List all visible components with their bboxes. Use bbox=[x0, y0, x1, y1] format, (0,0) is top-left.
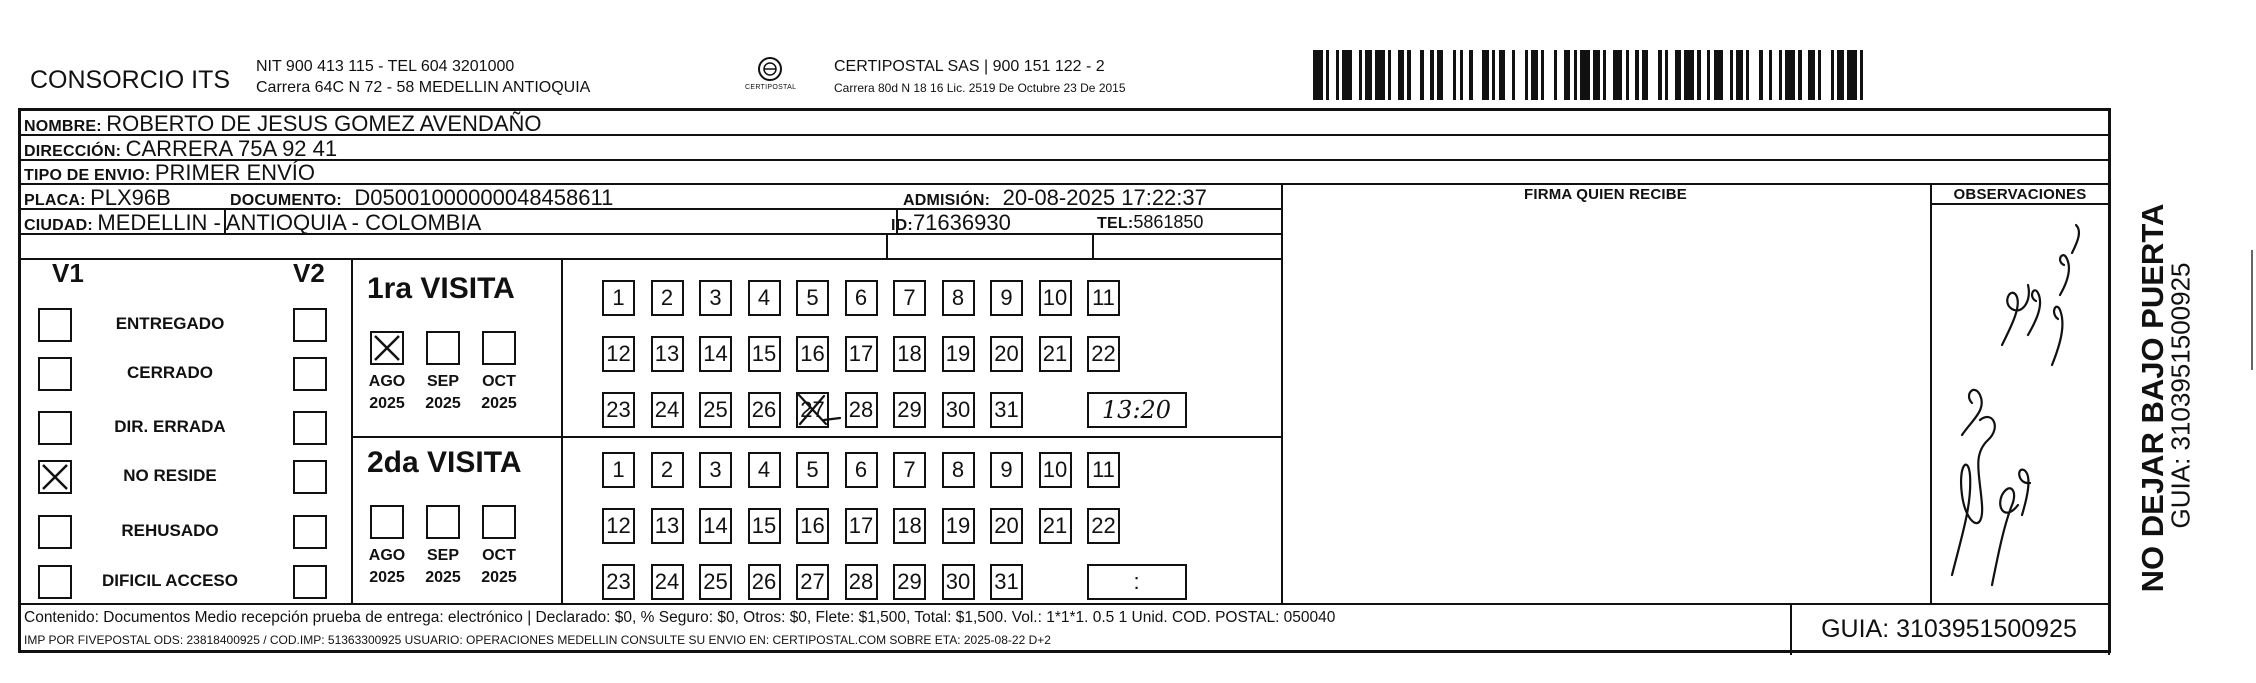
visit1-day-box[interactable]: 4 bbox=[748, 280, 781, 316]
visit1-day-box[interactable]: 1 bbox=[602, 280, 635, 316]
visit1-day-box[interactable]: 3 bbox=[699, 280, 732, 316]
visit2-day-box[interactable]: 25 bbox=[699, 564, 732, 600]
nombre-label: NOMBRE: bbox=[24, 118, 102, 135]
visit2-day-box[interactable]: 7 bbox=[893, 452, 926, 488]
barcode-bar bbox=[1860, 50, 1863, 100]
visit1-day-box[interactable]: 9 bbox=[990, 280, 1023, 316]
tel-cell bbox=[1097, 212, 1203, 233]
barcode-bar bbox=[1746, 50, 1749, 100]
visit1-month-label bbox=[361, 371, 413, 415]
admision-label: ADMISIÓN: bbox=[903, 192, 991, 209]
visit1-day-box[interactable]: 28 bbox=[845, 392, 878, 428]
status-label: CERRADO bbox=[127, 363, 213, 382]
barcode-bar bbox=[1714, 50, 1724, 100]
barcode-bar bbox=[1626, 50, 1629, 100]
barcode-bar bbox=[1326, 50, 1329, 100]
barcode bbox=[1313, 50, 1870, 100]
barcode-bar bbox=[1798, 50, 1801, 100]
certipostal-logo bbox=[745, 56, 795, 98]
barcode-bar bbox=[1642, 50, 1649, 100]
month-name: SEP bbox=[426, 547, 459, 564]
visit1-day-box[interactable]: 29 bbox=[893, 392, 926, 428]
v2-checkbox[interactable] bbox=[293, 515, 327, 549]
visit1-month-checkbox[interactable] bbox=[482, 331, 516, 365]
visit2-day-box[interactable]: 8 bbox=[942, 452, 975, 488]
barcode-bar bbox=[1398, 50, 1405, 100]
visit2-day-box[interactable]: 5 bbox=[796, 452, 829, 488]
barcode-bar bbox=[1482, 50, 1489, 100]
tel-label: TEL: bbox=[1097, 215, 1134, 232]
visit2-day-box[interactable]: 1 bbox=[602, 452, 635, 488]
ciudad-cell bbox=[24, 210, 481, 236]
tipo-value: PRIMER ENVÍO bbox=[154, 160, 315, 185]
visit2-day-box[interactable]: 6 bbox=[845, 452, 878, 488]
direccion-value: CARRERA 75A 92 41 bbox=[125, 136, 338, 161]
certipostal-title: CERTIPOSTAL SAS | 900 151 122 - 2 bbox=[834, 58, 1105, 75]
v2-checkbox[interactable] bbox=[293, 460, 327, 494]
barcode-bar bbox=[1460, 50, 1463, 100]
barcode-bar bbox=[1365, 50, 1372, 100]
visit1-day-box[interactable]: 21 bbox=[1039, 336, 1072, 372]
v1-label: V1 bbox=[52, 258, 84, 288]
visit1-day-box[interactable]: 26 bbox=[748, 392, 781, 428]
barcode-bar bbox=[1336, 50, 1339, 100]
barcode-bar bbox=[1492, 50, 1495, 100]
v1-checkbox[interactable] bbox=[38, 411, 72, 445]
visit2-day-box[interactable]: 10 bbox=[1039, 452, 1072, 488]
visit1-day-box[interactable]: 18 bbox=[893, 336, 926, 372]
v1-checkbox[interactable] bbox=[38, 565, 72, 599]
barcode-bar bbox=[1808, 50, 1815, 100]
v1-checkbox[interactable] bbox=[38, 357, 72, 391]
visit1-day-box[interactable]: 20 bbox=[990, 336, 1023, 372]
visit1-day-box[interactable]: 15 bbox=[748, 336, 781, 372]
status-label: DIFICIL ACCESO bbox=[101, 571, 238, 590]
visit1-day-box[interactable]: 31 bbox=[990, 392, 1023, 428]
company-name: CONSORCIO ITS bbox=[30, 66, 231, 94]
id-value: 71636930 bbox=[912, 210, 1011, 235]
barcode-bar bbox=[1430, 50, 1433, 100]
barcode-bar bbox=[1437, 50, 1444, 100]
visit2-day-box[interactable]: 4 bbox=[748, 452, 781, 488]
barcode-bar bbox=[1818, 50, 1821, 100]
barcode-bar bbox=[1359, 50, 1362, 100]
visit2-month-label bbox=[361, 545, 413, 589]
visit2-day-box[interactable]: 17 bbox=[845, 508, 878, 544]
nombre-row bbox=[24, 111, 542, 137]
visit2-month-label bbox=[417, 545, 469, 589]
barcode-bar bbox=[1665, 50, 1668, 100]
status-label: REHUSADO bbox=[121, 521, 219, 540]
visit2-day-box[interactable]: 3 bbox=[699, 452, 732, 488]
month-name: OCT bbox=[482, 373, 516, 390]
visit1-day-box[interactable]: 22 bbox=[1087, 336, 1120, 372]
barcode-bar bbox=[1453, 50, 1456, 100]
visit2-time-box[interactable]: : bbox=[1087, 564, 1187, 600]
visit1-day-box[interactable]: 10 bbox=[1039, 280, 1072, 316]
v2-checkbox[interactable] bbox=[293, 308, 327, 342]
month-year: 2025 bbox=[481, 395, 517, 412]
barcode-bar bbox=[1375, 50, 1385, 100]
ciudad-label: CIUDAD: bbox=[24, 217, 93, 234]
v2-label: V2 bbox=[293, 258, 325, 288]
observaciones-handwriting bbox=[1932, 205, 2108, 603]
barcode-bar bbox=[1759, 50, 1762, 100]
barcode-bar bbox=[1785, 50, 1795, 100]
visit2-day-box[interactable]: 2 bbox=[651, 452, 684, 488]
visit2-day-box[interactable]: 18 bbox=[893, 508, 926, 544]
barcode-bar bbox=[1342, 50, 1352, 100]
visit2-day-box[interactable]: 16 bbox=[796, 508, 829, 544]
status-label: ENTREGADO bbox=[115, 314, 225, 333]
barcode-bar bbox=[1613, 50, 1623, 100]
visit2-day-box[interactable]: 23 bbox=[602, 564, 635, 600]
barcode-bar bbox=[1525, 50, 1528, 100]
footer-imp: IMP POR FIVEPOSTAL ODS: 23818400925 / COD.IMP: 51363300925 USUARIO: OPERACIONES MEDELLIN CONSULTE SU ENVIO EN: CERTIPOSTAL.COM SOBRE ETA: 2025-08-22 D+2 bbox=[24, 633, 1051, 647]
visit2-month-checkbox[interactable] bbox=[482, 505, 516, 539]
month-year: 2025 bbox=[481, 569, 517, 586]
barcode-bar bbox=[1697, 50, 1700, 100]
barcode-bar bbox=[1388, 50, 1391, 100]
documento-value: D05001000000048458611 bbox=[354, 185, 614, 210]
barcode-bar bbox=[1593, 50, 1600, 100]
visit2-day-box[interactable]: 22 bbox=[1087, 508, 1120, 544]
admision-value: 20-08-2025 17:22:37 bbox=[1002, 185, 1207, 210]
placa-label: PLACA: bbox=[24, 192, 86, 209]
barcode-bar bbox=[1580, 50, 1590, 100]
visit1-day-box[interactable]: 12 bbox=[602, 336, 635, 372]
visit1-day-box[interactable]: 30 bbox=[942, 392, 975, 428]
v2-checkbox[interactable] bbox=[293, 411, 327, 445]
barcode-bar bbox=[1541, 50, 1544, 100]
visit2-day-box[interactable]: 24 bbox=[651, 564, 684, 600]
barcode-bar bbox=[1736, 50, 1743, 100]
barcode-bar bbox=[1635, 50, 1638, 100]
barcode-bar bbox=[1707, 50, 1710, 100]
nombre-value: ROBERTO DE JESUS GOMEZ AVENDAÑO bbox=[106, 111, 542, 136]
barcode-bar bbox=[1469, 50, 1472, 100]
visit1-day-box[interactable]: 24 bbox=[651, 392, 684, 428]
visit1-month-checkbox[interactable] bbox=[370, 331, 404, 365]
barcode-bar bbox=[1420, 50, 1423, 100]
visit1-day-box[interactable]: 6 bbox=[845, 280, 878, 316]
footer-guia: GUIA: 3103951500925 bbox=[1821, 615, 2077, 643]
company-nit: NIT 900 413 115 - TEL 604 3201000 bbox=[256, 58, 515, 75]
documento-cell bbox=[230, 185, 613, 211]
day-cross-mark bbox=[794, 390, 844, 430]
visit2-day-box[interactable]: 30 bbox=[942, 564, 975, 600]
barcode-bar bbox=[1554, 50, 1557, 100]
visit2-day-box[interactable]: 12 bbox=[602, 508, 635, 544]
visit1-time-box[interactable]: 13:20 bbox=[1087, 392, 1187, 428]
status-label: DIR. ERRADA bbox=[114, 417, 226, 436]
visit1-day-box[interactable]: 5 bbox=[796, 280, 829, 316]
month-name: SEP bbox=[426, 373, 459, 390]
barcode-bar bbox=[1574, 50, 1577, 100]
visit2-month-label bbox=[473, 545, 525, 589]
status-label: NO RESIDE bbox=[123, 466, 217, 485]
placa-cell bbox=[24, 185, 171, 211]
barcode-bar bbox=[1730, 50, 1733, 100]
logo-wordmark: CERTIPOSTAL bbox=[745, 84, 797, 91]
barcode-bar bbox=[1603, 50, 1606, 100]
visit2-day-box[interactable]: 20 bbox=[990, 508, 1023, 544]
visit2-title: 2da VISITA bbox=[367, 446, 522, 479]
visit1-day-box[interactable]: 16 bbox=[796, 336, 829, 372]
visit2-day-box[interactable]: 29 bbox=[893, 564, 926, 600]
visit2-day-box[interactable]: 27 bbox=[796, 564, 829, 600]
direccion-label: DIRECCIÓN: bbox=[24, 143, 122, 160]
visit1-month-label bbox=[417, 371, 469, 415]
month-name: AGO bbox=[368, 547, 406, 564]
side-guia: GUIA: 3103951500925 bbox=[2165, 262, 2196, 529]
barcode-bar bbox=[1779, 50, 1782, 100]
visit1-day-box[interactable]: 13 bbox=[651, 336, 684, 372]
barcode-bar bbox=[1684, 50, 1694, 100]
v1-checkbox[interactable] bbox=[38, 460, 72, 494]
visit1-day-box[interactable]: 17 bbox=[845, 336, 878, 372]
visit2-day-box[interactable]: 28 bbox=[845, 564, 878, 600]
visit2-day-box[interactable]: 31 bbox=[990, 564, 1023, 600]
barcode-bar bbox=[1837, 50, 1844, 100]
tel-value: 5861850 bbox=[1133, 212, 1204, 232]
v1-checkbox[interactable] bbox=[38, 308, 72, 342]
visit2-month-checkbox[interactable] bbox=[426, 505, 460, 539]
visit1-day-box[interactable]: 14 bbox=[699, 336, 732, 372]
visit1-day-box[interactable]: 8 bbox=[942, 280, 975, 316]
admision-cell bbox=[903, 185, 1207, 211]
visit2-day-box[interactable]: 14 bbox=[699, 508, 732, 544]
id-label: ID: bbox=[891, 217, 913, 234]
visit1-day-box[interactable]: 27 bbox=[796, 392, 829, 428]
barcode-bar bbox=[1564, 50, 1571, 100]
id-cell bbox=[891, 210, 1011, 236]
month-year: 2025 bbox=[369, 569, 405, 586]
observaciones-label: OBSERVACIONES bbox=[1953, 186, 2087, 203]
visit1-day-box[interactable]: 19 bbox=[942, 336, 975, 372]
barcode-bar bbox=[1675, 50, 1682, 100]
footer-contenido: Contenido: Documentos Medio recepción prueba de entrega: electrónico | Declarado: $0, % Seguro: $0, Otros: $0, Flete: $1,500, Total: $1,500. Vol.: 1*1*1. 0.5 1 Unid. COD. POSTAL: 050040 bbox=[24, 609, 1336, 626]
barcode-bar bbox=[1499, 50, 1506, 100]
barcode-bar bbox=[1658, 50, 1661, 100]
side-warning: NO DEJAR BAJO PUERTA bbox=[2135, 203, 2170, 593]
v2-checkbox[interactable] bbox=[293, 565, 327, 599]
ciudad-value: MEDELLIN - ANTIOQUIA - COLOMBIA bbox=[97, 210, 482, 235]
documento-label: DOCUMENTO: bbox=[230, 192, 342, 209]
visit2-day-box[interactable]: 26 bbox=[748, 564, 781, 600]
visit2-day-box[interactable]: 13 bbox=[651, 508, 684, 544]
visit1-day-box[interactable]: 23 bbox=[602, 392, 635, 428]
visit1-month-checkbox[interactable] bbox=[426, 331, 460, 365]
barcode-bar bbox=[1512, 50, 1515, 100]
visit1-day-box[interactable]: 25 bbox=[699, 392, 732, 428]
barcode-bar bbox=[1313, 50, 1323, 100]
month-year: 2025 bbox=[369, 395, 405, 412]
direccion-row bbox=[24, 136, 337, 162]
placa-value: PLX96B bbox=[90, 185, 171, 210]
barcode-bar bbox=[1531, 50, 1538, 100]
visit2-day-box[interactable]: 9 bbox=[990, 452, 1023, 488]
visit1-day-box[interactable]: 11 bbox=[1087, 280, 1120, 316]
month-year: 2025 bbox=[425, 569, 461, 586]
visit2-month-checkbox[interactable] bbox=[370, 505, 404, 539]
barcode-bar bbox=[1847, 50, 1857, 100]
visit1-day-box[interactable]: 2 bbox=[651, 280, 684, 316]
barcode-bar bbox=[1769, 50, 1772, 100]
visit2-day-box[interactable]: 21 bbox=[1039, 508, 1072, 544]
v1-checkbox[interactable] bbox=[38, 515, 72, 549]
tipo-label: TIPO DE ENVIO: bbox=[24, 167, 151, 184]
month-name: OCT bbox=[482, 547, 516, 564]
tipo-row bbox=[24, 160, 315, 186]
v2-checkbox[interactable] bbox=[293, 357, 327, 391]
month-year: 2025 bbox=[425, 395, 461, 412]
certipostal-license: Carrera 80d N 18 16 Lic. 2519 De Octubre 23 De 2015 bbox=[834, 81, 1126, 95]
month-name: AGO bbox=[368, 373, 406, 390]
barcode-bar bbox=[1407, 50, 1410, 100]
visit1-title: 1ra VISITA bbox=[367, 272, 515, 305]
visit2-day-box[interactable]: 19 bbox=[942, 508, 975, 544]
visit2-day-box[interactable]: 11 bbox=[1087, 452, 1120, 488]
visit1-month-label bbox=[473, 371, 525, 415]
visit1-day-box[interactable]: 7 bbox=[893, 280, 926, 316]
barcode-bar bbox=[1831, 50, 1834, 100]
visit2-day-box[interactable]: 15 bbox=[748, 508, 781, 544]
company-address: Carrera 64C N 72 - 58 MEDELLIN ANTIOQUIA bbox=[256, 79, 591, 96]
firma-label: FIRMA QUIEN RECIBE bbox=[1523, 186, 1688, 203]
